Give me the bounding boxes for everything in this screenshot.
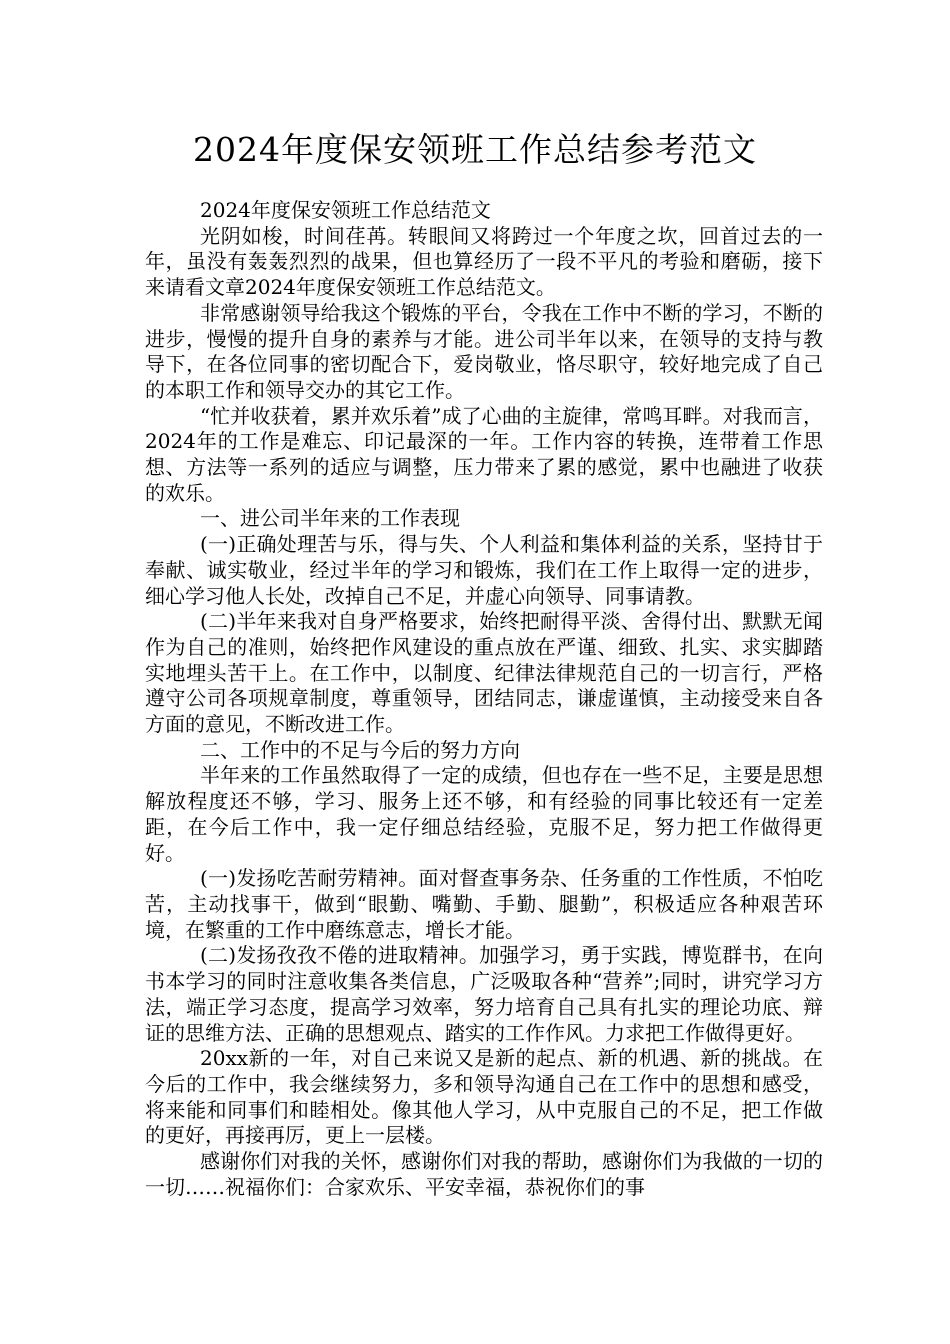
paragraph-2-intro: 半年来的工作虽然取得了一定的成绩，但也存在一些不足，主要是思想解放程度还不够，学习、服务上还不够，和有经验的同事比较还有一定差距，在今后工作中，我一定仔细总结经验，克服不足，努力把工作做得更好。 [145, 763, 823, 865]
paragraph-2-2: (二)发扬孜孜不倦的进取精神。加强学习，勇于实践，博览群书，在向书本学习的同时注意收集各类信息，广泛吸取各种“营养”;同时，讲究学习方法，端正学习态度，提高学习效率，努力培育自己具有扎实的理论功底、辩证的思维方法、正确的思想观点、踏实的工作作风。力求把工作做得更好。 [145, 943, 823, 1045]
section-heading-1: 一、进公司半年来的工作表现 [200, 506, 460, 531]
paragraph-1-1: (一)正确处理苦与乐，得与失、个人利益和集体利益的关系，坚持甘于奉献、诚实敬业，经过半年的学习和锻炼，我们在工作上取得一定的进步，细心学习他人长处，改掉自己不足，并虚心向领导、同事请教。 [145, 532, 823, 608]
paragraph-thanks: 非常感谢领导给我这个锻炼的平台，令我在工作中不断的学习，不断的进步，慢慢的提升自身的素养与才能。进公司半年以来，在领导的支持与教导下，在各位同事的密切配合下，爱岗敬业，恪尽职守，较好地完成了自己的本职工作和领导交办的其它工作。 [145, 300, 823, 402]
paragraph-intro: 光阴如梭，时间荏苒。转眼间又将跨过一个年度之坎，回首过去的一年，虽没有轰轰烈烈的战果，但也算经历了一段不平凡的考验和磨砺，接下来请看文章2024年度保安领班工作总结范文。 [145, 223, 823, 300]
paragraph-new-year: 20xx新的一年，对自己来说又是新的起点、新的机遇、新的挑战。在今后的工作中，我会继续努力，多和领导沟通自己在工作中的思想和感受，将来能和同事们和睦相处。像其他人学习，从中克服自己的不足，把工作做的更好，再接再厉，更上一层楼。 [145, 1046, 823, 1148]
document-title: 2024年度保安领班工作总结参考范文 [193, 130, 757, 169]
paragraph-closing: 感谢你们对我的关怀，感谢你们对我的帮助，感谢你们为我做的一切的一切……祝福你们：合家欢乐、平安幸福，恭祝你们的事 [145, 1149, 823, 1199]
document-body [145, 198, 823, 1200]
paragraph-busy: “忙并收获着，累并欢乐着”成了心曲的主旋律，常鸣耳畔。对我而言，2024年的工作是难忘、印记最深的一年。工作内容的转换，连带着工作思想、方法等一系列的适应与调整，压力带来了累的感觉，累中也融进了收获的欢乐。 [145, 403, 823, 505]
paragraph-subtitle: 2024年度保安领班工作总结范文 [200, 198, 491, 222]
paragraph-2-1: (一)发扬吃苦耐劳精神。面对督查事务杂、任务重的工作性质，不怕吃苦，主动找事干，做到“眼勤、嘴勤、手勤、腿勤”，积极适应各种艰苦环境，在繁重的工作中磨练意志，增长才能。 [145, 866, 823, 942]
paragraph-1-2: (二)半年来我对自身严格要求，始终把耐得平淡、舍得付出、默默无闻作为自己的准则，始终把作风建设的重点放在严谨、细致、扎实、求实脚踏实地埋头苦干上。在工作中，以制度、纪律法律规范自己的一切言行，严格遵守公司各项规章制度，尊重领导，团结同志，谦虚谨慎，主动接受来自各方面的意见，不断改进工作。 [145, 609, 823, 737]
section-heading-2: 二、工作中的不足与今后的努力方向 [200, 737, 520, 762]
